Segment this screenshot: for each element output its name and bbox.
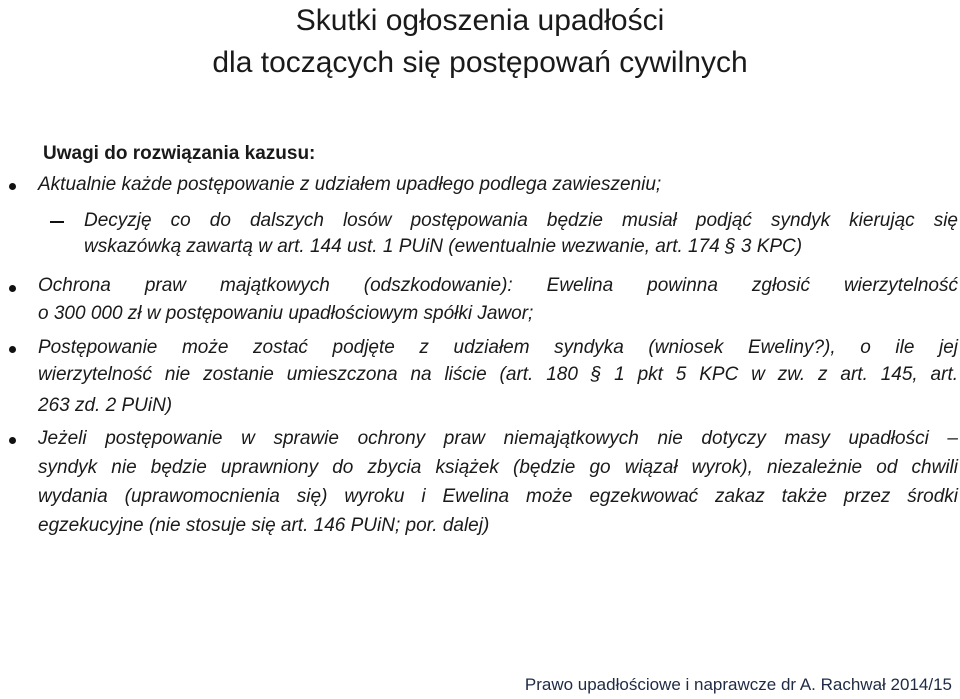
bullet-3-line-2: wierzytelność nie zostanie umieszczona na liście (art. 180 § 1 pkt 5 KPC w zw. z art. 145, art.: [38, 364, 958, 385]
slide-title-line-1: Skutki ogłoszenia upadłości: [295, 4, 665, 37]
bullet-dot-icon: [9, 437, 16, 444]
bullet-dot-icon: [9, 285, 16, 292]
bullet-3-line-3: 263 zd. 2 PUiN): [38, 395, 173, 416]
slide-title-line-2: dla toczących się postępowań cywilnych: [212, 46, 748, 79]
bullet-3-line-1: Postępowanie może zostać podjęte z udziałem syndyka (wniosek Eweliny?), o ile jej: [38, 337, 958, 358]
bullet-dot-icon: [9, 346, 16, 353]
dash-marker-icon: [50, 221, 64, 223]
bullet-4-line-3: wydania (uprawomocnienia się) wyroku i Ewelina może egzekwować zakaz także przez środki: [38, 486, 958, 507]
sub-item-1-line-2: wskazówką zawartą w art. 144 ust. 1 PUiN (ewentualnie wezwanie, art. 174 § 3 KPC): [84, 236, 803, 257]
bullet-dot-icon: [9, 183, 16, 190]
bullet-4-line-4: egzekucyjne (nie stosuje się art. 146 PUiN; por. dalej): [38, 515, 490, 536]
sub-item-1-line-1: Decyzję co do dalszych losów postępowania będzie musiał podjąć syndyk kierując się: [84, 210, 958, 231]
slide-footer: Prawo upadłościowe i naprawcze dr A. Rachwał 2014/15: [524, 675, 952, 694]
bullet-4-line-1: Jeżeli postępowanie w sprawie ochrony praw niemajątkowych nie dotyczy masy upadłości –: [38, 428, 958, 449]
section-heading: Uwagi do rozwiązania kazusu:: [43, 143, 316, 164]
bullet-1-line-1: Aktualnie każde postępowanie z udziałem upadłego podlega zawieszeniu;: [38, 174, 662, 195]
bullet-4-line-2: syndyk nie będzie uprawniony do zbycia książek (będzie go wiązał wyrok), niezależnie od chwili: [38, 457, 958, 478]
bullet-2-line-1: Ochrona praw majątkowych (odszkodowanie): Ewelina powinna zgłosić wierzytelność: [38, 275, 958, 296]
bullet-2-line-2: o 300 000 zł w postępowaniu upadłościowym spółki Jawor;: [38, 303, 534, 324]
